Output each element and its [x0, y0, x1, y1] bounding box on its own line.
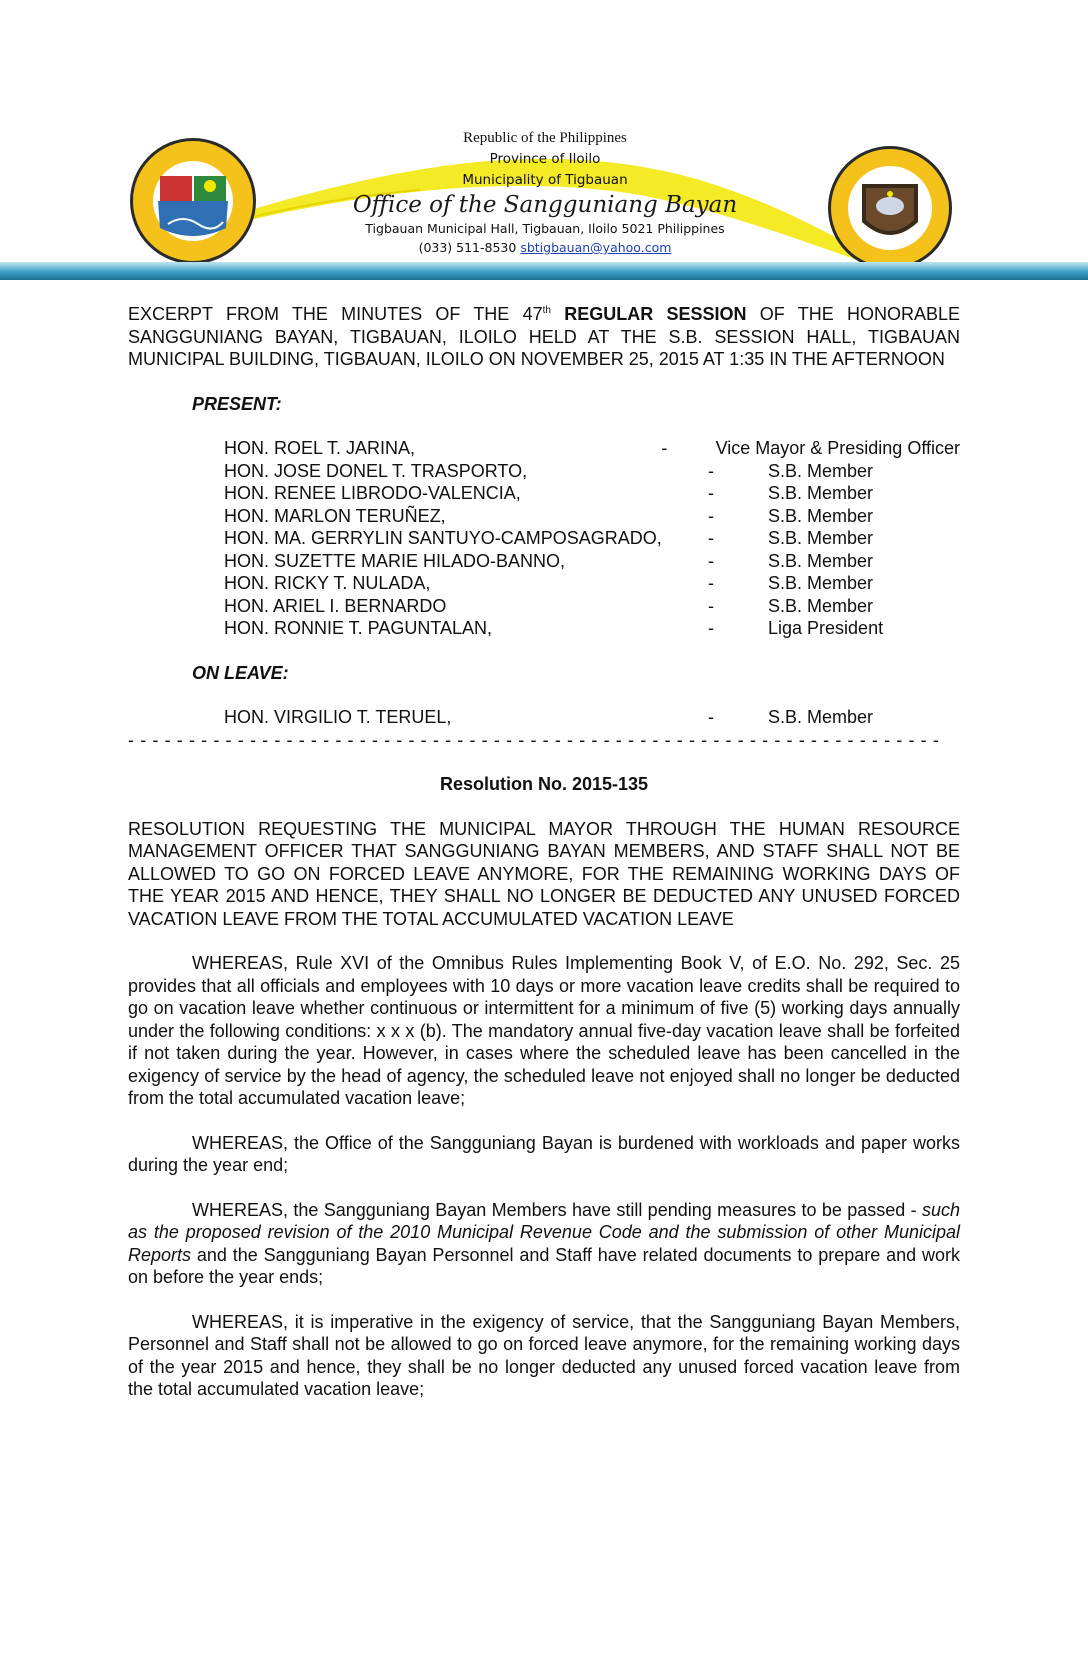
roster-row	[224, 527, 960, 550]
whereas-clause-2: WHEREAS, the Office of the Sangguniang Bayan is burdened with workloads and paper works during the year end;	[128, 1132, 960, 1175]
roster-row	[224, 617, 960, 640]
member-role: S.B. Member	[768, 707, 874, 727]
separator-dash: -	[708, 550, 714, 571]
separator-dash: -	[708, 595, 714, 616]
dashed-divider: - - - - - - - - - - - - - - - - - - - - - - - - - - - - - - - - - - - - - - - - - - - - - - - - - - - - - - - - - - - - - - - - - - -	[128, 729, 940, 750]
roster-row	[224, 482, 960, 505]
roster-row	[224, 550, 960, 573]
province-line: Province of Iloilo	[489, 151, 601, 167]
header-rule-bar	[0, 262, 1088, 280]
present-label: PRESENT:	[192, 393, 282, 414]
contact-line	[330, 238, 760, 257]
municipality-seal-logo	[128, 136, 258, 266]
member-role: S.B. Member	[768, 595, 874, 616]
address-line: Tigbauan Municipal Hall, Tigbauan, Iloilo 5021 Philippines	[365, 221, 725, 236]
member-name: HON. SUZETTE MARIE HILADO-BANNO,	[224, 550, 566, 571]
whereas-3-text-b: and the Sangguniang Bayan Personnel and Staff have related documents to prepare and work on before the year ends;	[128, 1244, 960, 1287]
member-name: HON. MA. GERRYLIN SANTUYO-CAMPOSAGRADO,	[224, 528, 662, 548]
roster-row	[224, 505, 960, 528]
roster-row	[224, 706, 960, 729]
separator-dash: -	[708, 618, 714, 638]
whereas-clause-4: WHEREAS, it is imperative in the exigency of service, that the Sangguniang Bayan Members, Personnel and Staff shall not be allowed to go on forced leave anymore, for the remaining working days of the year 2015 and hence, they shall be no longer deducted any unused forced vacation leave from the total accumulated vacation leave;	[128, 1311, 960, 1399]
member-name: HON. VIRGILIO T. TERUEL,	[224, 707, 452, 727]
member-role: Liga President	[768, 618, 884, 638]
document-body	[128, 300, 960, 1401]
member-role: Vice Mayor & Presiding Officer	[715, 438, 960, 458]
roster-row	[224, 572, 960, 595]
separator-dash: -	[661, 438, 668, 458]
on-leave-roster	[224, 706, 960, 729]
member-name: HON. ARIEL I. BERNARDO	[224, 595, 447, 616]
separator-dash: -	[708, 483, 714, 503]
whereas-3-text-a: WHEREAS, the Sangguniang Bayan Members have still pending measures to be passed -	[192, 1199, 922, 1220]
letterhead-header	[0, 0, 1088, 290]
republic-line: Republic of the Philippines	[463, 130, 627, 146]
municipality-line: Municipality of Tigbauan	[462, 172, 628, 188]
member-role: S.B. Member	[768, 460, 874, 481]
minutes-intro	[128, 300, 960, 371]
member-role: S.B. Member	[768, 483, 874, 503]
whereas-3-italic: such as the proposed revision of the 2010 Municipal Revenue Code and the submission of other Municipal Reports	[128, 1199, 960, 1265]
separator-dash: -	[708, 505, 714, 526]
member-name: HON. RICKY T. NULADA,	[224, 573, 431, 593]
resolution-number: Resolution No. 2015-135	[439, 774, 649, 794]
separator-dash: -	[708, 573, 714, 593]
separator-dash: -	[708, 460, 714, 481]
intro-bold-text: REGULAR SESSION	[564, 304, 747, 324]
roster-row	[224, 460, 960, 483]
letterhead-text	[330, 128, 760, 257]
on-leave-label: ON LEAVE:	[192, 662, 289, 683]
member-name: HON. RONNIE T. PAGUNTALAN,	[224, 618, 493, 638]
member-role: S.B. Member	[768, 505, 874, 526]
separator-dash: -	[708, 528, 714, 548]
whereas-clause-1: WHEREAS, Rule XVI of the Omnibus Rules Implementing Book V, of E.O. No. 292, Sec. 25 provides that all officials and employees with 10 days or more vacation leave credits shall be required to go on vacation leave whether continuous or intermittent for a minimum of five (5) working days annually under the following conditions: x x x (b). The mandatory annual five-day vacation leave shall be forfeited if not taken during the year. However, in cases where the scheduled leave has been cancelled in the exigency of service by the head of agency, the scheduled leave not enjoyed shall no longer be deducted from the total accumulated vacation leave;	[128, 953, 960, 1108]
present-roster	[224, 437, 960, 640]
member-name: HON. JOSE DONEL T. TRASPORTO,	[224, 460, 528, 481]
separator-dash: -	[708, 707, 714, 727]
member-role: S.B. Member	[768, 550, 874, 571]
intro-superscript: th	[542, 305, 551, 316]
whereas-clause-3	[128, 1199, 960, 1289]
office-title: Office of the Sangguniang Bayan	[352, 192, 738, 218]
roster-row	[224, 437, 960, 460]
member-name: HON. MARLON TERUÑEZ,	[224, 505, 446, 526]
resolution-title: RESOLUTION REQUESTING THE MUNICIPAL MAYOR THROUGH THE HUMAN RESOURCE MANAGEMENT OFFICER THAT SANGGUNIANG BAYAN MEMBERS, AND STAFF SHALL NOT BE ALLOWED TO GO ON FORCED LEAVE ANYMORE, FOR THE REMAINING WORKING DAYS OF THE YEAR 2015 AND HENCE, THEY SHALL NO LONGER BE DEDUCTED ANY UNUSED FORCED VACATION LEAVE FROM THE TOTAL ACCUMULATED VACATION LEAVE	[128, 818, 960, 929]
member-role: S.B. Member	[768, 573, 874, 593]
intro-text-end: OF THE HONORABLE SANGGUNIANG BAYAN, TIGBAUAN, ILOILO HELD AT THE S.B. SESSION HALL, TIGBAUAN MUNICIPAL BUILDING, TIGBAUAN, ILOILO ON NOVEMBER 25, 2015 AT 1:35 IN THE AFTERNOON	[128, 304, 960, 369]
sangguniang-bayan-seal-logo	[826, 144, 954, 272]
email-link[interactable]: sbtigbauan@yahoo.com	[520, 240, 672, 255]
intro-text-start: EXCERPT FROM THE MINUTES OF THE 47	[128, 304, 543, 324]
member-name: HON. RENEE LIBRODO-VALENCIA,	[224, 483, 521, 503]
member-role: S.B. Member	[768, 528, 874, 548]
member-name: HON. ROEL T. JARINA,	[224, 438, 416, 458]
roster-row	[224, 595, 960, 618]
phone-number: (033) 511-8530	[418, 240, 517, 255]
